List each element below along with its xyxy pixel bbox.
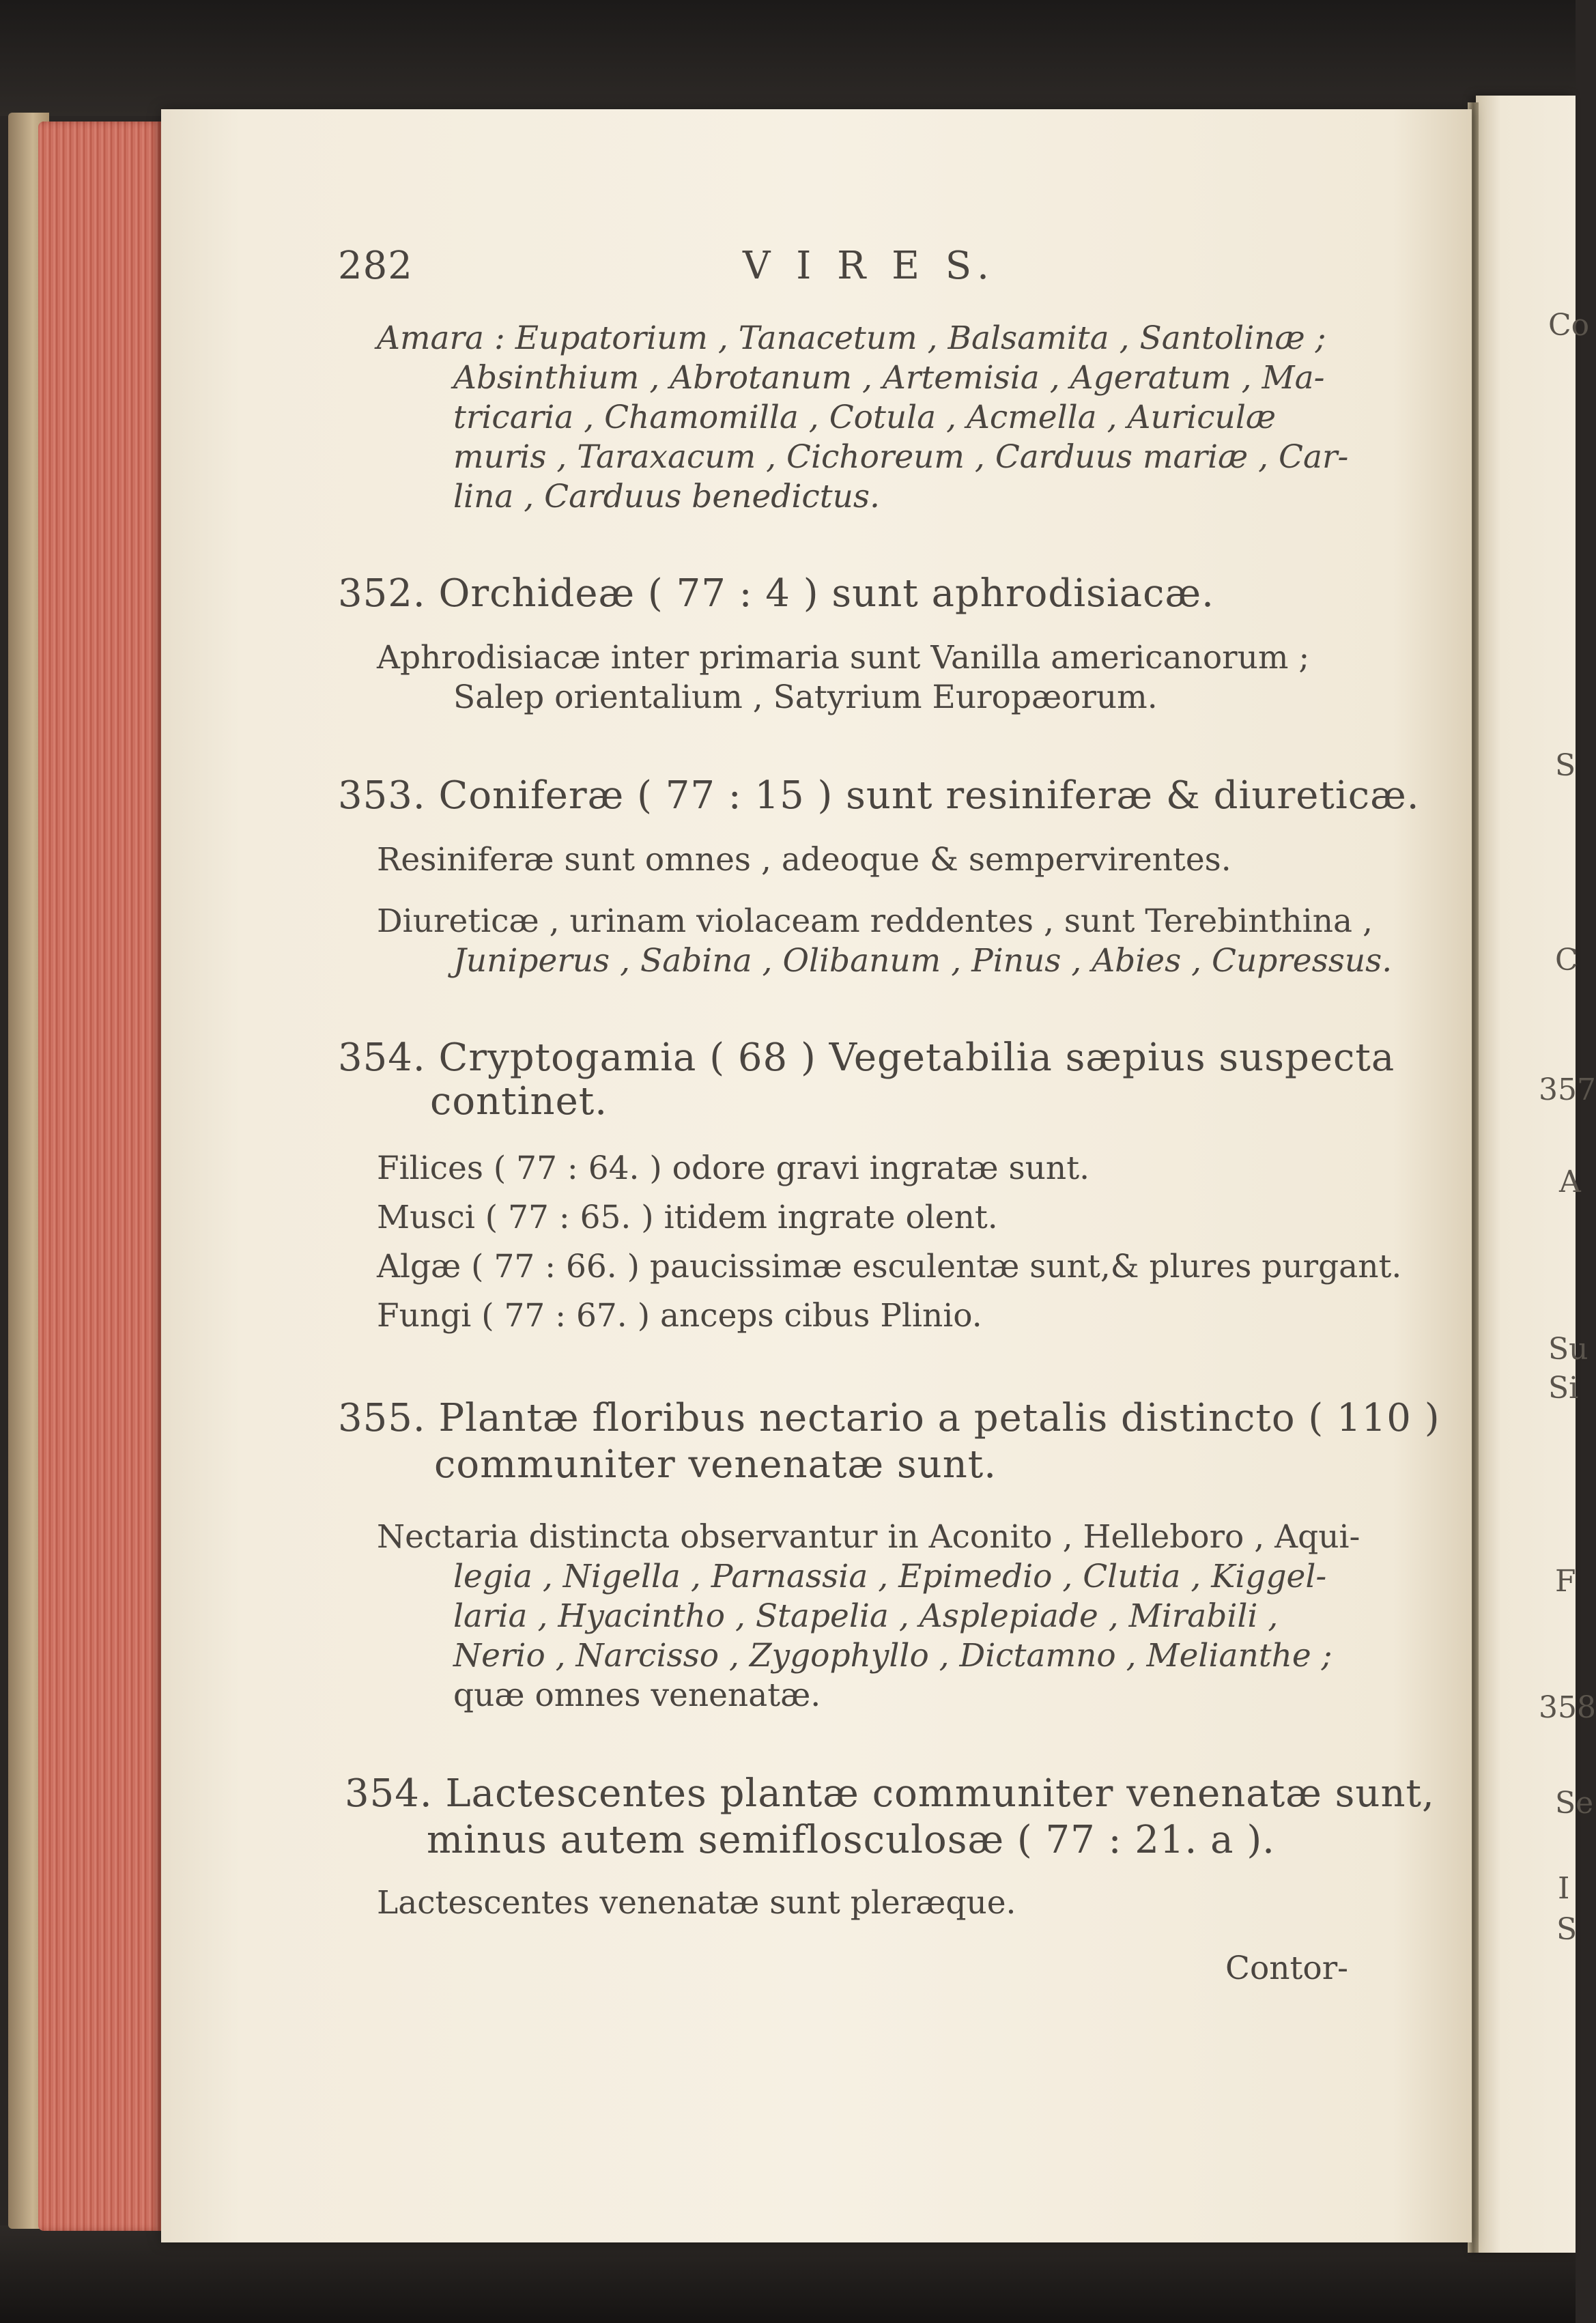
facing-fragment-9: 358 — [1539, 1690, 1596, 1725]
section-352-line-2: Salep orientalium , Satyrium Europæorum. — [453, 679, 1158, 716]
facing-fragment-6: Su — [1548, 1332, 1588, 1367]
page-number: 282 — [338, 244, 413, 288]
amara-line-1: Amara : Eupatorium , Tanacetum , Balsamita , Santolinæ ; — [377, 319, 1326, 357]
section-352-heading: 352. Orchideæ ( 77 : 4 ) sunt aphrodisiacæ. — [338, 571, 1214, 616]
facing-fragment-8: F — [1555, 1564, 1576, 1599]
facing-fragment-4: 357 — [1539, 1072, 1596, 1107]
running-head: V I R E S. — [743, 244, 996, 288]
section-354-item-1: Filices ( 77 : 64. ) odore gravi ingratæ sunt. — [377, 1150, 1090, 1187]
background-top — [0, 0, 1576, 116]
facing-fragment-5: A — [1559, 1165, 1581, 1199]
section-355-heading-2: communiter venenatæ sunt. — [434, 1442, 997, 1487]
section-355-line-5: quæ omnes venenatæ. — [453, 1677, 821, 1714]
section-353-line-3: Juniperus , Sabina , Olibanum , Pinus , Abies , Cupressus. — [453, 942, 1393, 980]
section-355-line-3: laria , Hyacintho , Stapelia , Asplepiade , Mirabili , — [453, 1597, 1279, 1635]
section-354-heading-2: continet. — [430, 1079, 608, 1124]
section-354-item-4: Fungi ( 77 : 67. ) anceps cibus Plinio. — [377, 1297, 982, 1335]
section-355-line-4: Nerio , Narcisso , Zygophyllo , Dictamno , Melianthe ; — [453, 1637, 1333, 1674]
amara-line-4: muris , Taraxacum , Cichoreum , Carduus mariæ , Car- — [453, 438, 1349, 476]
facing-fragment-1: Co — [1548, 308, 1590, 343]
facing-fragment-10: Se — [1555, 1786, 1594, 1821]
section-354-heading-1: 354. Cryptogamia ( 68 ) Vegetabilia sæpius suspecta — [338, 1036, 1395, 1080]
section-356-line-1: Lactescentes venenatæ sunt pleræque. — [377, 1884, 1016, 1922]
facing-fragment-7: Si — [1548, 1371, 1579, 1406]
section-354-item-3: Algæ ( 77 : 66. ) paucissimæ esculentæ sunt,& plures purgant. — [377, 1248, 1402, 1285]
section-353-line-1: Resiniferæ sunt omnes , adeoque & sempervirentes. — [377, 841, 1231, 879]
section-354-item-2: Musci ( 77 : 65. ) itidem ingrate olent. — [377, 1199, 998, 1236]
section-356-heading-2: minus autem semiflosculosæ ( 77 : 21. a ). — [427, 1818, 1275, 1862]
section-355-line-1: Nectaria distincta observantur in Aconito , Helleboro , Aqui- — [377, 1518, 1360, 1556]
section-352-line-1: Aphrodisiacæ inter primaria sunt Vanilla americanorum ; — [377, 639, 1310, 676]
red-page-edges — [38, 122, 161, 2231]
amara-line-5: lina , Carduus benedictus. — [453, 478, 880, 515]
section-355-heading-1: 355. Plantæ floribus nectario a petalis distincto ( 110 ) — [338, 1396, 1440, 1440]
amara-line-3: tricaria , Chamomilla , Cotula , Acmella , Auriculæ — [453, 399, 1277, 436]
section-355-line-2: legia , Nigella , Parnassia , Epimedio , Clutia , Kiggel- — [453, 1558, 1327, 1595]
section-353-heading: 353. Coniferæ ( 77 : 15 ) sunt resiniferæ & diureticæ. — [338, 773, 1420, 818]
amara-line-2: Absinthium , Abrotanum , Artemisia , Ageratum , Ma- — [453, 359, 1325, 397]
facing-fragment-2: S — [1555, 748, 1576, 783]
section-353-line-2: Diureticæ , urinam violaceam reddentes , sunt Terebinthina , — [377, 902, 1373, 940]
facing-fragment-3: C — [1555, 943, 1578, 978]
facing-fragment-12: S — [1556, 1912, 1578, 1947]
catchword: Contor- — [1225, 1950, 1349, 1987]
facing-fragment-11: I — [1558, 1871, 1570, 1906]
section-356-heading-1: 354. Lactescentes plantæ communiter venenatæ sunt, — [345, 1771, 1435, 1816]
